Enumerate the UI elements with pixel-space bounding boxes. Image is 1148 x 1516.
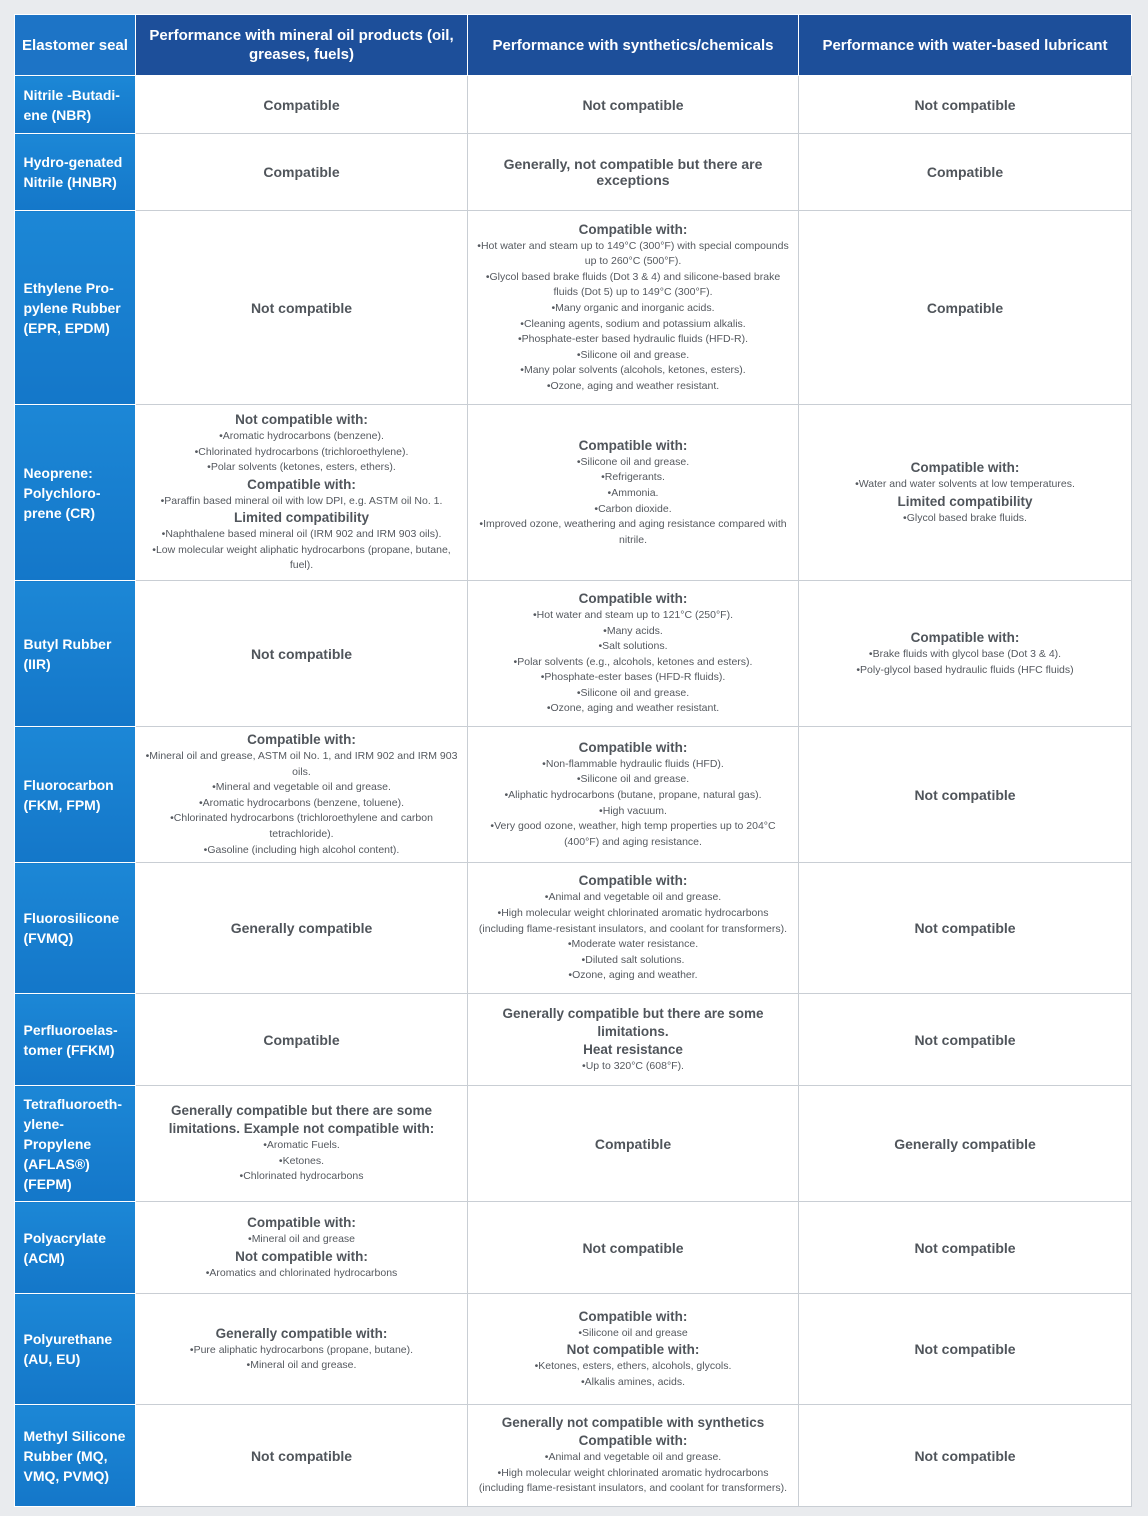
compatibility-status: Compatible [263, 164, 340, 180]
bullet-item: • Polar solvents (e.g., alcohols, ketones and esters). [476, 655, 790, 671]
section-heading: Compatible with: [578, 739, 688, 755]
section-heading: Compatible with: [910, 629, 1020, 645]
synthetics-cell [468, 1202, 799, 1294]
bullet-item: • Mineral oil and grease. [144, 1358, 459, 1374]
header-water-based: Performance with water-based lubricant [799, 15, 1132, 76]
synthetics-cell [468, 1086, 799, 1202]
table-row [15, 1086, 1132, 1202]
bullet-item: • Aromatic Fuels. [144, 1138, 459, 1154]
bullet-item: • High molecular weight chlorinated aromatic hydrocarbons (including flame-resistant insulators, and coolant for transformers). [476, 1466, 790, 1497]
compatibility-status: Not compatible [582, 96, 684, 113]
bullet-item: • Up to 320°C (608°F). [476, 1059, 790, 1075]
mineral-oil-cell [136, 727, 468, 863]
water-based-cell [799, 76, 1132, 134]
synthetics-cell [468, 76, 799, 134]
compatibility-status: Not compatible [250, 1447, 353, 1464]
bullet-item: • Paraffin based mineral oil with low DPI, e.g. ASTM oil No. 1. [144, 494, 459, 510]
mineral-oil-cell [136, 134, 468, 211]
mineral-oil-cell [136, 405, 468, 581]
compatibility-table [14, 14, 1132, 1507]
bullet-item: • Mineral oil and grease [144, 1232, 459, 1248]
section-heading: Compatible with: [247, 476, 356, 492]
synthetics-cell [468, 211, 799, 405]
bullet-item: • Silicone oil and grease [476, 1326, 790, 1342]
synthetics-cell [468, 863, 799, 994]
bullet-item: • Pure aliphatic hydrocarbons (propane, butane). [144, 1343, 459, 1359]
compatibility-status: Not compatible [250, 299, 353, 316]
bullet-item: • Silicone oil and grease. [476, 772, 790, 788]
bullet-item: • Glycol based brake fluids. [807, 511, 1123, 527]
bullet-item: • Many polar solvents (alcohols, ketones, esters). [476, 363, 790, 379]
table-row [15, 1294, 1132, 1405]
mineral-oil-cell [136, 211, 468, 405]
bullet-item: • Chlorinated hydrocarbons [144, 1169, 459, 1185]
section-heading: Compatible with: [578, 590, 688, 606]
water-based-cell [799, 994, 1132, 1086]
table-row [15, 727, 1132, 863]
compatibility-status: Not compatible [914, 1239, 1016, 1256]
section-heading: Generally not compatible with synthetics [501, 1415, 765, 1431]
compatibility-status: Not compatible [914, 1341, 1016, 1358]
mineral-oil-cell [136, 1294, 468, 1405]
table-row [15, 134, 1132, 211]
synthetics-cell [468, 1294, 799, 1405]
elastomer-seal-name: Butyl Rubber (IIR) [15, 581, 136, 727]
water-based-cell [799, 1405, 1132, 1507]
bullet-item: • Silicone oil and grease. [476, 455, 790, 471]
compatibility-status: Generally, not compatible but there are exceptions [503, 156, 763, 188]
compatibility-status: Compatible [926, 299, 1004, 316]
bullet-item: • Water and water solvents at low temperatures. [807, 477, 1123, 493]
bullet-item: • Gasoline (including high alcohol content). [144, 843, 459, 859]
table-row [15, 405, 1132, 581]
compatibility-status: Not compatible [914, 1447, 1016, 1464]
water-based-cell [799, 211, 1132, 405]
synthetics-cell [468, 1405, 799, 1507]
mineral-oil-cell [136, 863, 468, 994]
bullet-item: • Aliphatic hydrocarbons (butane, propane, natural gas). [476, 788, 790, 804]
section-heading: Compatible with: [578, 221, 688, 237]
elastomer-seal-name: Fluorocarbon (FKM, FPM) [15, 727, 136, 863]
elastomer-seal-name: Tetrafluoroeth-ylene-Propylene (AFLAS®) (FEPM) [15, 1086, 136, 1202]
bullet-item: • Many organic and inorganic acids. [476, 301, 790, 317]
water-based-cell [799, 1294, 1132, 1405]
table-row [15, 1202, 1132, 1294]
compatibility-status: Not compatible [250, 645, 353, 662]
bullet-item: • Salt solutions. [476, 639, 790, 655]
bullet-item: • Alkalis amines, acids. [476, 1375, 790, 1391]
bullet-item: • Moderate water resistance. [476, 937, 790, 953]
bullet-item: • Cleaning agents, sodium and potassium alkalis. [476, 317, 790, 333]
table-row [15, 581, 1132, 727]
water-based-cell [799, 581, 1132, 727]
bullet-item: • Ketones, esters, ethers, alcohols, glycols. [476, 1359, 790, 1375]
bullet-item: • Non-flammable hydraulic fluids (HFD). [476, 757, 790, 773]
header-elastomer-seal: Elastomer seal [15, 15, 136, 76]
header-row [15, 15, 1132, 76]
section-heading: Generally compatible but there are some limitations. Example not compatible with: [168, 1103, 435, 1137]
water-based-cell [799, 405, 1132, 581]
mineral-oil-cell [136, 1405, 468, 1507]
bullet-item: • Ozone, aging and weather. [476, 968, 790, 984]
compatibility-status: Compatible [263, 1031, 340, 1048]
mineral-oil-cell [136, 1202, 468, 1294]
bullet-item: • Hot water and steam up to 121°C (250°F). [476, 608, 790, 624]
bullet-item: • Poly-glycol based hydraulic fluids (HFC fluids) [807, 663, 1123, 679]
section-heading: Heat resistance [583, 1041, 683, 1057]
compatibility-status: Not compatible [914, 786, 1016, 803]
synthetics-cell [468, 581, 799, 727]
section-heading: Generally compatible but there are some limitations. [502, 1005, 764, 1039]
elastomer-seal-name: Fluorosilicone (FVMQ) [15, 863, 136, 994]
bullet-item: • Hot water and steam up to 149°C (300°F) with special compounds up to 260°C (500°F). [476, 239, 790, 270]
water-based-cell [799, 727, 1132, 863]
section-heading: Compatible with: [247, 1215, 356, 1231]
table-body [15, 76, 1132, 1507]
bullet-item: • Aromatic hydrocarbons (benzene). [144, 429, 459, 445]
bullet-item: • Ozone, aging and weather resistant. [476, 701, 790, 717]
compatibility-status: Compatible [263, 96, 340, 113]
bullet-item: • Animal and vegetable oil and grease. [476, 1450, 790, 1466]
bullet-item: • Phosphate-ester bases (HFD-R fluids). [476, 670, 790, 686]
bullet-item: • Many acids. [476, 624, 790, 640]
section-heading: Not compatible with: [235, 1248, 368, 1264]
elastomer-seal-name: Ethylene Pro-pylene Rubber (EPR, EPDM) [15, 211, 136, 405]
bullet-item: • Brake fluids with glycol base (Dot 3 & 4). [807, 647, 1123, 663]
compatibility-status: Compatible [926, 164, 1004, 180]
bullet-item: • Diluted salt solutions. [476, 953, 790, 969]
synthetics-cell [468, 727, 799, 863]
elastomer-seal-name: Polyurethane (AU, EU) [15, 1294, 136, 1405]
section-heading: Limited compatibility [897, 493, 1033, 509]
table-row [15, 76, 1132, 134]
table-row [15, 994, 1132, 1086]
bullet-item: • Silicone oil and grease. [476, 348, 790, 364]
section-heading: Not compatible with: [566, 1342, 700, 1358]
section-heading: Compatible with: [578, 1433, 688, 1449]
bullet-item: • Animal and vegetable oil and grease. [476, 890, 790, 906]
header-mineral-oil: Performance with mineral oil products (oil, greases, fuels) [136, 15, 468, 76]
compatibility-status: Not compatible [914, 920, 1016, 937]
section-heading: Not compatible with: [235, 411, 368, 427]
synthetics-cell [468, 405, 799, 581]
compatibility-status: Generally compatible [230, 920, 373, 937]
bullet-item: • High molecular weight chlorinated aromatic hydrocarbons (including flame-resistant insulators, and coolant for transformers). [476, 906, 790, 937]
section-heading: Compatible with: [578, 873, 688, 889]
compatibility-status: Not compatible [914, 96, 1016, 113]
bullet-item: • High vacuum. [476, 804, 790, 820]
bullet-item: • Silicone oil and grease. [476, 686, 790, 702]
water-based-cell [799, 863, 1132, 994]
elastomer-seal-name: Perfluoroelas-tomer (FFKM) [15, 994, 136, 1086]
bullet-item: • Refrigerants. [476, 470, 790, 486]
elastomer-seal-name: Methyl Silicone Rubber (MQ, VMQ, PVMQ) [15, 1405, 136, 1507]
water-based-cell [799, 1202, 1132, 1294]
elastomer-seal-name: Neoprene: Polychloro-prene (CR) [15, 405, 136, 581]
bullet-item: • Ketones. [144, 1154, 459, 1170]
bullet-item: • Chlorinated hydrocarbons (trichloroethylene and carbon tetrachloride). [144, 811, 459, 842]
section-heading: Limited compatibility [233, 510, 369, 526]
section-heading: Compatible with: [910, 459, 1020, 475]
bullet-item: • Polar solvents (ketones, esters, ethers). [144, 460, 459, 476]
compatibility-status: Generally compatible [894, 1135, 1036, 1152]
compatibility-status: Not compatible [914, 1031, 1016, 1048]
bullet-item: • Improved ozone, weathering and aging resistance compared with nitrile. [476, 517, 790, 548]
header-synthetics: Performance with synthetics/chemicals [468, 15, 799, 76]
elastomer-seal-name: Nitrile -Butadi-ene (NBR) [15, 76, 136, 134]
elastomer-seal-name: Polyacrylate (ACM) [15, 1202, 136, 1294]
table-row [15, 863, 1132, 994]
table-row [15, 1405, 1132, 1507]
bullet-item: • Ozone, aging and weather resistant. [476, 379, 790, 395]
bullet-item: • Glycol based brake fluids (Dot 3 & 4) and silicone-based brake fluids (Dot 5) up to 149°C (300°F). [476, 270, 790, 301]
section-heading: Compatible with: [578, 437, 688, 453]
bullet-item: • Ammonia. [476, 486, 790, 502]
synthetics-cell [468, 994, 799, 1086]
bullet-item: • Chlorinated hydrocarbons (trichloroethylene). [144, 445, 459, 461]
water-based-cell [799, 134, 1132, 211]
mineral-oil-cell [136, 581, 468, 727]
compatibility-status: Compatible [594, 1135, 672, 1152]
synthetics-cell [468, 134, 799, 211]
bullet-item: • Carbon dioxide. [476, 502, 790, 518]
bullet-item: • Aromatics and chlorinated hydrocarbons [144, 1266, 459, 1282]
bullet-item: • Aromatic hydrocarbons (benzene, toluene). [144, 796, 459, 812]
table-row [15, 211, 1132, 405]
mineral-oil-cell [136, 1086, 468, 1202]
bullet-item: • Mineral and vegetable oil and grease. [144, 780, 459, 796]
section-heading: Compatible with: [578, 1308, 688, 1324]
section-heading: Compatible with: [247, 732, 356, 747]
bullet-item: • Naphthalene based mineral oil (IRM 902 and IRM 903 oils). [144, 527, 459, 543]
section-heading: Generally compatible with: [215, 1325, 388, 1341]
elastomer-seal-name: Hydro-genated Nitrile (HNBR) [15, 134, 136, 211]
mineral-oil-cell [136, 76, 468, 134]
bullet-item: • Very good ozone, weather, high temp properties up to 204°C (400°F) and aging resistance. [476, 819, 790, 850]
bullet-item: • Low molecular weight aliphatic hydrocarbons (propane, butane, fuel). [144, 543, 459, 574]
mineral-oil-cell [136, 994, 468, 1086]
water-based-cell [799, 1086, 1132, 1202]
compatibility-status: Not compatible [582, 1239, 684, 1256]
bullet-item: • Mineral oil and grease, ASTM oil No. 1, and IRM 902 and IRM 903 oils. [144, 749, 459, 780]
bullet-item: • Phosphate-ester based hydraulic fluids (HFD-R). [476, 332, 790, 348]
